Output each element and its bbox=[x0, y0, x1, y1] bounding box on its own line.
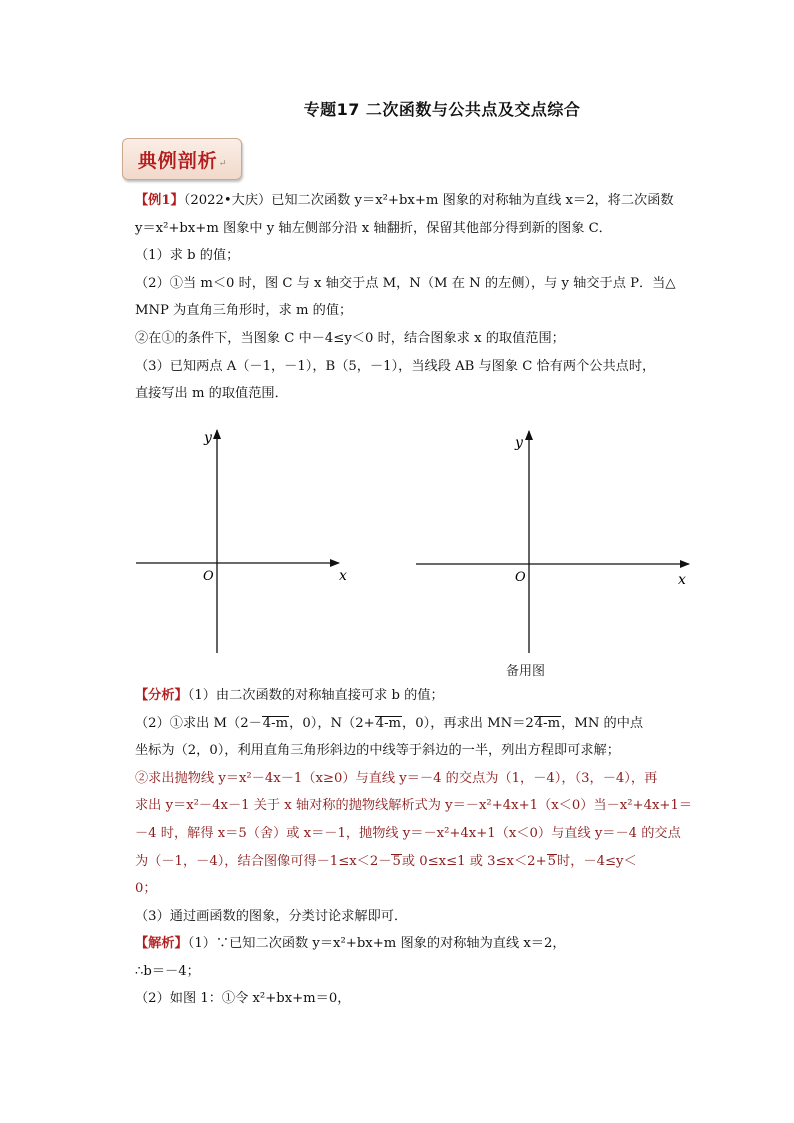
analysis-line-8: 0； bbox=[135, 881, 157, 897]
paragraph-mark: ↵ bbox=[218, 159, 227, 169]
page-title: 专题17 二次函数与公共点及交点综合 bbox=[303, 100, 581, 119]
badge-text: 典例剖析 bbox=[137, 149, 218, 172]
example-tag: 【例1】 bbox=[135, 193, 184, 208]
analysis-line-3: 坐标为（2，0），利用直角三角形斜边的中线等于斜边的一半，列出方程即可求解； bbox=[135, 743, 620, 759]
analysis-line-2: （2）①求出 M（2－4-m，0），N（2+4-m，0），再求出 MN＝24-m，MN 的中点 bbox=[135, 715, 644, 731]
y-axis-label: y bbox=[515, 435, 523, 451]
origin-label: O bbox=[515, 570, 526, 585]
problem-line-6: ②在①的条件下，当图象 C 中－4≤y＜0 时，结合图象求 x 的取值范围； bbox=[135, 330, 565, 346]
problem-line-8: 直接写出 m 的取值范围． bbox=[135, 386, 288, 402]
analysis-block bbox=[135, 682, 693, 930]
analysis-tag: 【分析】 bbox=[135, 688, 188, 703]
x-axis-label: x bbox=[339, 568, 347, 584]
analysis-line-1: 【分析】（1）由二次函数的对称轴直接可求 b 的值； bbox=[135, 688, 444, 703]
analysis-line-9: （3）通过画函数的图象，分类讨论求解即可． bbox=[135, 908, 408, 924]
problem-line-2: y＝x²+bx+m 图象中 y 轴左侧部分沿 x 轴翻折，保留其他部分得到新的图象 C． bbox=[135, 220, 612, 236]
solution-line-3: （2）如图 1：①令 x²+bx+m＝0， bbox=[135, 991, 351, 1007]
sqrt-expression: 4-m bbox=[375, 715, 402, 731]
analysis-line-6: －4 时，解得 x＝5（舍）或 x＝－1，抛物线 y＝－x²+4x+1（x＜0）与直线 y＝－4 的交点 bbox=[135, 825, 681, 841]
analysis-line-4: ②求出抛物线 y＝x²－4x－1（x≥0）与直线 y＝－4 的交点为（1，－4），（3，－4），再 bbox=[135, 770, 658, 786]
figure-caption: 备用图 bbox=[506, 664, 546, 679]
coordinate-axes-left bbox=[136, 425, 356, 657]
section-badge bbox=[122, 138, 242, 180]
coordinate-axes-right bbox=[416, 425, 696, 657]
origin-label: O bbox=[203, 569, 214, 584]
problem-line-4: （2）①当 m＜0 时，图 C 与 x 轴交于点 M，N（M 在 N 的左侧），与 y 轴交于点 P．当△ bbox=[135, 275, 676, 291]
sqrt-expression: 4-m bbox=[534, 715, 561, 731]
solution-tag: 【解析】 bbox=[135, 936, 188, 951]
analysis-line-5: 求出 y＝x²－4x－1 关于 x 轴对称的抛物线解析式为 y＝－x²+4x+1（x＜0）当－x²+4x+1＝ bbox=[135, 798, 693, 814]
solution-line-2: ∴b＝－4； bbox=[135, 963, 200, 979]
sqrt-five: 5 bbox=[392, 853, 401, 869]
problem-line-1: 【例1】（2022•大庆）已知二次函数 y＝x²+bx+m 图象的对称轴为直线 x＝2，将二次函数 bbox=[135, 193, 674, 208]
problem-line-5: MNP 为直角三角形时，求 m 的值； bbox=[135, 303, 353, 319]
solution-line-1: 【解析】（1）∵已知二次函数 y＝x²+bx+m 图象的对称轴为直线 x＝2， bbox=[135, 936, 566, 951]
problem-block bbox=[135, 187, 680, 408]
x-axis-label: x bbox=[678, 572, 686, 588]
problem-line-3: （1）求 b 的值； bbox=[135, 248, 240, 264]
analysis-line-7: 为（－1，－4），结合图像可得－1≤x＜2－5或 0≤x≤1 或 3≤x＜2+5时，－4≤y＜ bbox=[135, 853, 637, 869]
sqrt-five: 5 bbox=[547, 853, 557, 869]
problem-line-7: （3）已知两点 A（－1，－1），B（5，－1），当线段 AB 与图象 C 恰有两个公共点时， bbox=[135, 358, 656, 374]
y-axis-label: y bbox=[204, 430, 212, 446]
sqrt-expression: 4-m bbox=[262, 715, 289, 731]
solution-block bbox=[135, 930, 680, 1013]
